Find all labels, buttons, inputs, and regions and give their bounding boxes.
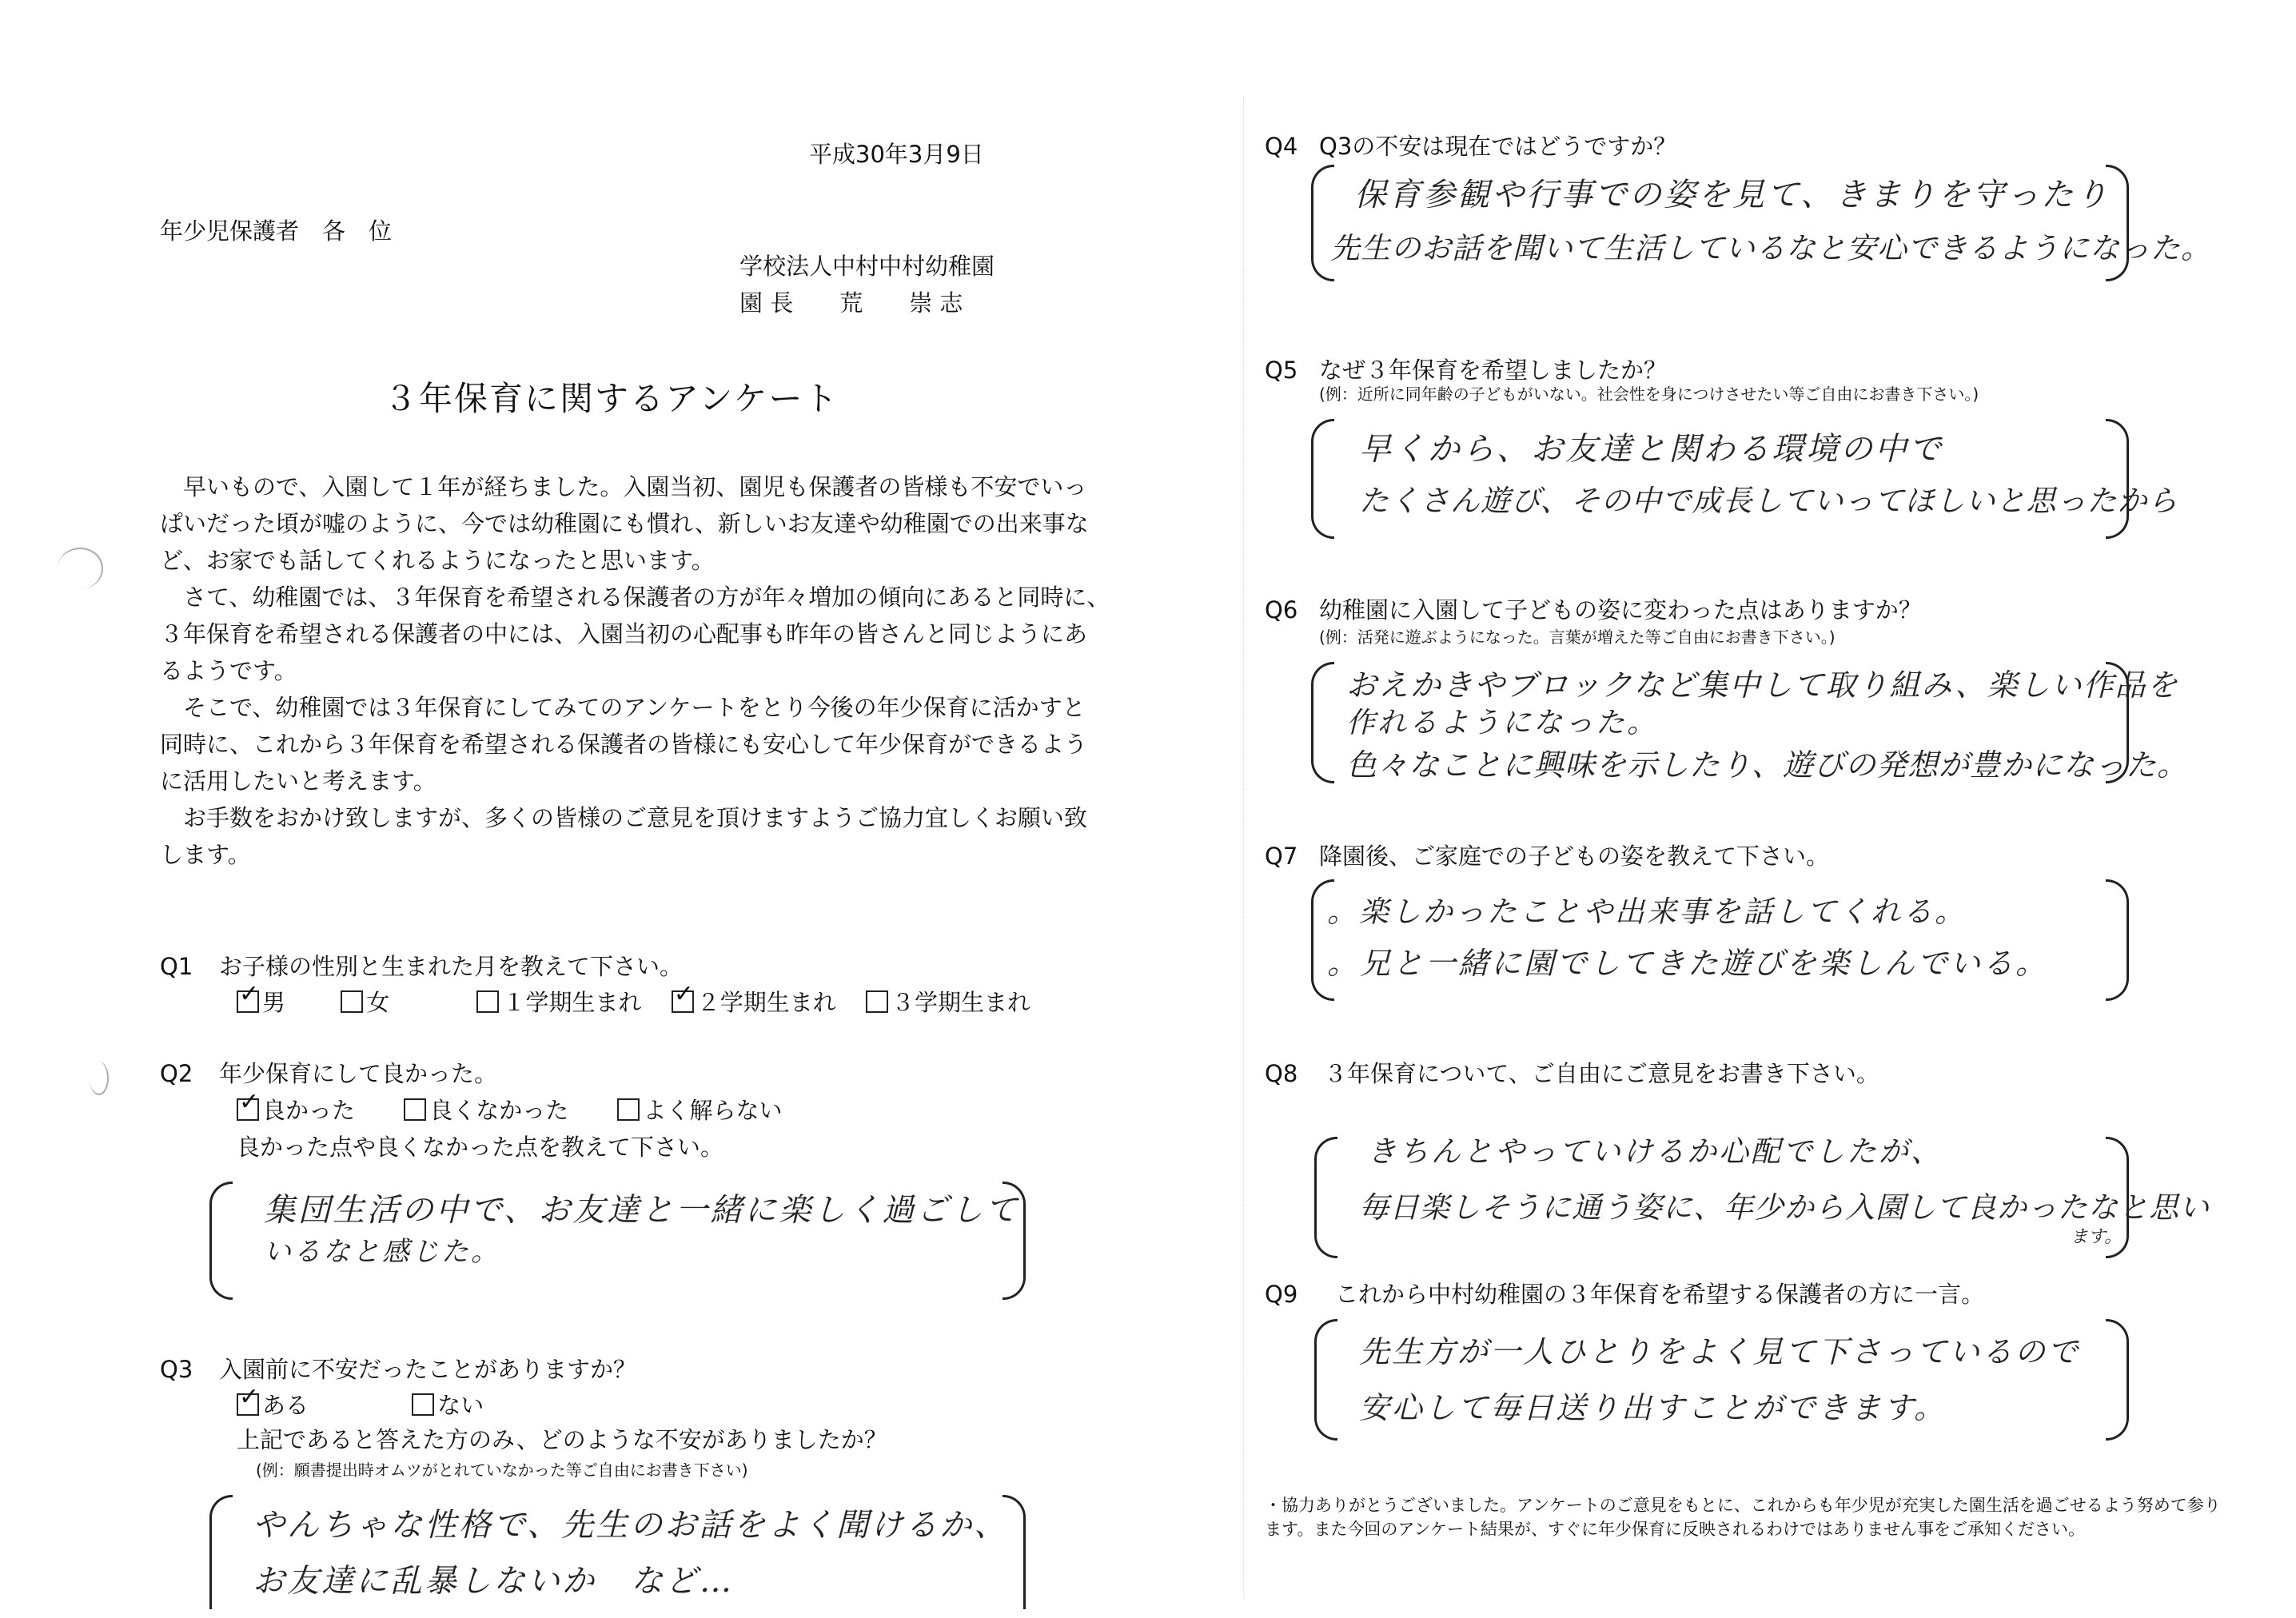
q8-question: ３年保育について、ご自由にご意見をお書き下さい。 xyxy=(1324,1060,1879,1087)
q9-question: これから中村幼稚園の３年保育を希望する保護者の方に一言。 xyxy=(1335,1281,1985,1308)
q3-example: (例：願書提出時オムツがとれていなかった等ご自由にお書き下さい) xyxy=(256,1461,748,1480)
q5-answer-line: たくさん遊び、その中で成長していってほしいと思ったから xyxy=(1359,484,2178,518)
intro-line: るようです。 xyxy=(160,657,297,684)
checkbox-empty-icon xyxy=(476,990,499,1013)
q6-answer-line: 作れるようになった。 xyxy=(1346,707,1659,739)
q2-answer-line: 集団生活の中で、お友達と一緒に楽しく過ごして xyxy=(264,1192,1020,1229)
intro-paragraph xyxy=(160,468,1110,873)
q6-answer-line: 色々なことに興味を示したり、遊びの発想が豊かになった。 xyxy=(1346,747,2189,783)
q2-answer-line: いるなと感じた。 xyxy=(264,1236,500,1268)
q5-answer-line: 早くから、お友達と関わる環境の中で xyxy=(1359,431,1943,468)
q5-number: Q5 xyxy=(1265,357,1298,384)
q3-answer-line: やんちゃな性格で、先生のお話をよく聞けるか、 xyxy=(253,1507,1009,1544)
footer-line: ・協力ありがとうございました。アンケートのご意見をもとに、これからも年少児が充実した園生活を過ごせるよう努めて参り xyxy=(1265,1496,2221,1515)
intro-line: ３年保育を希望される保護者の中には、入園当初の心配事も昨年の皆さんと同じようにあ xyxy=(160,620,1088,648)
q6-example: (例：活発に遊ぶようになった。言葉が増えた等ご自由にお書き下さい。) xyxy=(1319,628,1836,647)
q3-subquestion: 上記であると答えた方のみ、どのような不安がありましたか？ xyxy=(237,1426,887,1453)
checkbox-checked-icon xyxy=(237,1393,259,1416)
q6-answer-line: おえかきやブロックなど集中して取り組み、楽しい作品を xyxy=(1346,668,2179,703)
q7-question: 降園後、ご家庭での子どもの姿を教えて下さい。 xyxy=(1319,843,1830,870)
intro-line: ぱいだった頃が嘘のように、今では幼稚園にも慣れ、新しいお友達や幼稚園での出来事な xyxy=(160,510,1089,537)
checkbox-checked-icon xyxy=(237,1098,259,1121)
q1-option-term3[interactable]: ３学期生まれ xyxy=(866,984,1030,1021)
scan-punch-mark xyxy=(90,1062,109,1095)
intro-line: します。 xyxy=(160,841,251,868)
checkbox-checked-icon xyxy=(237,990,259,1013)
q6-question: 幼稚園に入園して子どもの姿に変わった点はありますか？ xyxy=(1319,596,1922,624)
q1-options xyxy=(237,984,1030,1021)
organization: 学校法人中村中村幼稚園 xyxy=(739,253,995,280)
q9-answer-line: 先生方が一人ひとりをよく見て下さっているので xyxy=(1359,1334,2081,1369)
intro-line: さて、幼稚園では、３年保育を希望される保護者の方が年々増加の傾向にあると同時に、 xyxy=(160,584,1110,611)
document-title: ３年保育に関するアンケート xyxy=(384,379,839,418)
q8-answer-line: きちんとやっていけるか心配でしたが、 xyxy=(1367,1134,1943,1169)
recipient: 年少児保護者 各 位 xyxy=(160,217,393,245)
q3-options xyxy=(237,1387,484,1424)
q2-options xyxy=(237,1092,782,1129)
q5-question: なぜ３年保育を希望しましたか？ xyxy=(1319,357,1668,384)
q3-number: Q3 xyxy=(160,1356,193,1383)
checkbox-empty-icon xyxy=(404,1098,426,1121)
q2-option-unsure[interactable]: よく解らない xyxy=(617,1092,782,1129)
intro-line: 同時に、これから３年保育を希望される保護者の皆様にも安心して年少保育ができるよう xyxy=(160,731,1088,758)
q6-answer-bracket-left xyxy=(1311,662,1334,783)
q7-number: Q7 xyxy=(1265,843,1298,870)
footer-line: ます。また今回のアンケート結果が、すぐに年少保育に反映されるわけではありません事をご承知ください。 xyxy=(1265,1520,2086,1539)
q4-question: Q3の不安は現在ではどうですか？ xyxy=(1319,133,1677,160)
q7-answer-line: 。楽しかったことや出来事を話してくれる。 xyxy=(1327,895,1967,929)
q1-option-term2[interactable]: ✓ ２学期生まれ xyxy=(672,984,836,1021)
q5-answer-bracket-left xyxy=(1311,419,1334,539)
q9-answer-bracket-right xyxy=(2106,1319,2129,1441)
q2-option-not-good[interactable]: 良くなかった xyxy=(404,1092,568,1129)
q8-number: Q8 xyxy=(1265,1060,1298,1087)
checkbox-empty-icon xyxy=(866,990,888,1013)
intro-line: お手数をおかけ致しますが、多くの皆様のご意見を頂けますようご協力宜しくお願い致 xyxy=(160,804,1088,831)
q5-example: (例：近所に同年齢の子どもがいない。社会性を身につけさせたい等ご自由にお書き下さい。) xyxy=(1319,385,1979,404)
q7-answer-bracket-right xyxy=(2106,879,2129,1001)
intro-line: 早いもので、入園して１年が経ちました。入園当初、園児も保護者の皆様も不安でいっ xyxy=(160,473,1087,500)
q2-question: 年少保育にして良かった。 xyxy=(219,1060,498,1087)
q3-option-no[interactable]: ない xyxy=(412,1387,484,1424)
checkbox-empty-icon xyxy=(341,990,363,1013)
q2-answer-bracket-left xyxy=(209,1182,233,1300)
intro-line: そこで、幼稚園では３年保育にしてみてのアンケートをとり今後の年少保育に活かすと xyxy=(160,694,1086,721)
checkbox-checked-icon xyxy=(672,990,694,1013)
q2-option-good[interactable]: ✓良かった xyxy=(237,1092,355,1129)
principal: 園 長 荒 崇 志 xyxy=(739,289,963,317)
q3-answer-bracket-left xyxy=(209,1495,233,1609)
q8-answer-line: ます。 xyxy=(2071,1227,2123,1247)
q1-option-female[interactable]: 女 xyxy=(341,984,389,1021)
q1-option-male[interactable]: ✓男 xyxy=(237,984,285,1021)
q4-number: Q4 xyxy=(1265,133,1298,160)
document-date: 平成30年3月9日 xyxy=(809,141,984,168)
intro-line: ど、お家でも話してくれるようになったと思います。 xyxy=(160,547,715,574)
q2-subquestion: 良かった点や良くなかった点を教えて下さい。 xyxy=(237,1134,724,1161)
scan-punch-mark xyxy=(58,548,103,589)
q8-answer-line: 毎日楽しそうに通う姿に、年少から入園して良かったなと思い xyxy=(1359,1190,2210,1225)
footer-note xyxy=(1265,1493,2221,1541)
q4-answer-line: 保育参観や行事での姿を見て、きまりを守ったり xyxy=(1354,177,2111,213)
q1-option-term1[interactable]: １学期生まれ xyxy=(476,984,641,1021)
q9-answer-line: 安心して毎日送り出すことができます。 xyxy=(1359,1390,1947,1425)
q1-number: Q1 xyxy=(160,953,193,980)
q9-answer-bracket-left xyxy=(1314,1319,1337,1441)
checkbox-empty-icon xyxy=(412,1393,434,1416)
q8-answer-bracket-left xyxy=(1314,1137,1337,1258)
q7-answer-line: 。兄と一緒に園でしてきた遊びを楽しんでいる。 xyxy=(1327,946,2049,981)
q3-answer-line: お友達に乱暴しないか など… xyxy=(253,1563,734,1600)
intro-line: に活用したいと考えます。 xyxy=(160,767,436,795)
page-fold-line xyxy=(1243,96,1244,1599)
q9-number: Q9 xyxy=(1265,1281,1298,1308)
q3-option-yes[interactable]: ✓ある xyxy=(237,1387,309,1424)
q3-question: 入園前に不安だったことがありますか？ xyxy=(219,1356,637,1383)
q2-number: Q2 xyxy=(160,1060,193,1087)
checkbox-empty-icon xyxy=(617,1098,640,1121)
q4-answer-line: 先生のお話を聞いて生活しているなと安心できるようになった。 xyxy=(1330,231,2211,265)
q1-question: お子様の性別と生まれた月を教えて下さい。 xyxy=(219,953,684,980)
q6-number: Q6 xyxy=(1265,596,1298,624)
